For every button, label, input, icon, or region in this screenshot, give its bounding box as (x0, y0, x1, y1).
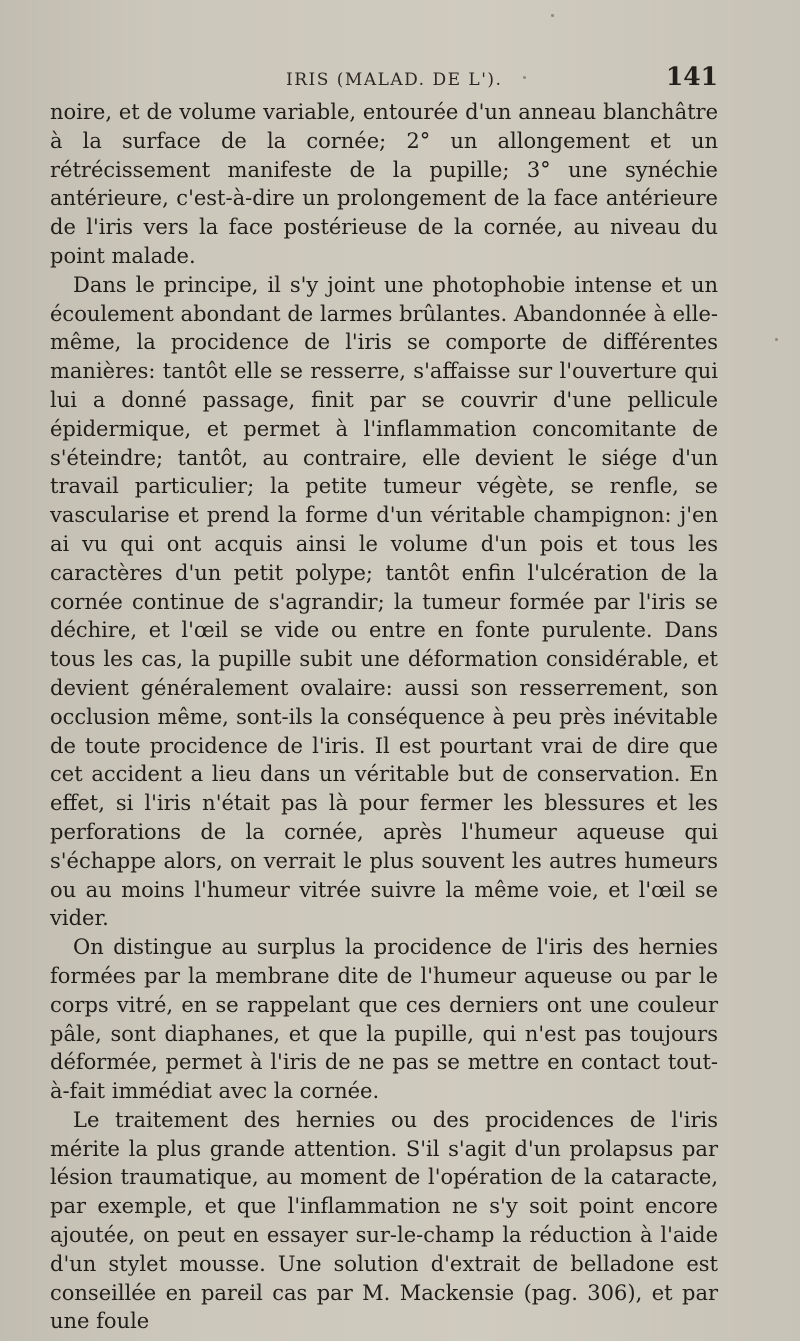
running-head-title: IRIS (MALAD. DE L'). (286, 70, 503, 90)
page-number: 141 (665, 62, 718, 91)
paper-speck (523, 76, 526, 79)
paper-speck (775, 338, 778, 341)
paragraph-continued: noire, et de volume variable, entourée d'un anneau blanchâtre à la surface de la cornée; 2° un allongement et un rétrécissement manifeste de la pupille; 3° une synéchie antérieure, c'est-à-dire un prolongement de la face antérieure de l'iris vers la face postérieuse de la cornée, au niveau du point malade. (50, 100, 718, 268)
paragraph: On distingue au surplus la procidence de l'iris des hernies formées par la membrane dite de l'humeur aqueuse ou par le corps vitré, en se rappelant que ces derniers ont une couleur pâle, sont diaphanes, et que la pupille, qui n'est pas toujours déformée, permet à l'iris de ne pas se mettre en contact tout-à-fait immédiat avec la cornée. (50, 935, 718, 1104)
body-text (50, 98, 718, 1336)
running-head (50, 62, 718, 98)
paragraph: Dans le principe, il s'y joint une photophobie intense et un écoulement abondant de larmes brûlantes. Abandonnée à elle-même, la procidence de l'iris se comporte de différentes manières: tantôt elle se resserre, s'affaisse sur l'ouverture qui lui a donné passage, finit par se couvrir d'une pellicule épidermique, et permet à l'inflammation concomitante de s'éteindre; tantôt, au contraire, elle devient le siége d'un travail particulier; la petite tumeur végète, se renfle, se vascularise et prend la forme d'un véritable champignon: j'en ai vu qui ont acquis ainsi le volume d'un pois et tous les caractères d'un petit polype; tantôt enfin l'ulcération de la cornée continue de s'agrandir; la tumeur formée par l'iris se déchire, et l'œil se vide ou entre en fonte purulente. Dans tous les cas, la pupille subit une déformation considérable, et devient généralement ovalaire: aussi son resserrement, son occlusion même, sont-ils la conséquence à peu près inévitable de toute procidence de l'iris. Il est pourtant vrai de dire que cet accident a lieu dans un véritable but de conservation. En effet, si l'iris n'était pas là pour fermer les blessures et les perforations de la cornée, après l'humeur aqueuse qui s'échappe alors, on verrait le plus souvent les autres humeurs ou au moins l'humeur vitrée suivre la même voie, et l'œil se vider. (50, 272, 718, 931)
paper-speck (551, 14, 554, 17)
paragraph: Le traitement des hernies ou des procidences de l'iris mérite la plus grande attention. S'il s'agit d'un prolapsus par lésion traumatique, au moment de l'opération de la cataracte, par exemple, et que l'inflammation ne s'y soit point encore ajoutée, on peut en essayer sur-le-champ la réduction à l'aide d'un stylet mousse. Une solution d'extrait de belladone est conseillée en pareil cas par M. Mackensie (pag. 306), et par une foule (50, 1107, 718, 1334)
